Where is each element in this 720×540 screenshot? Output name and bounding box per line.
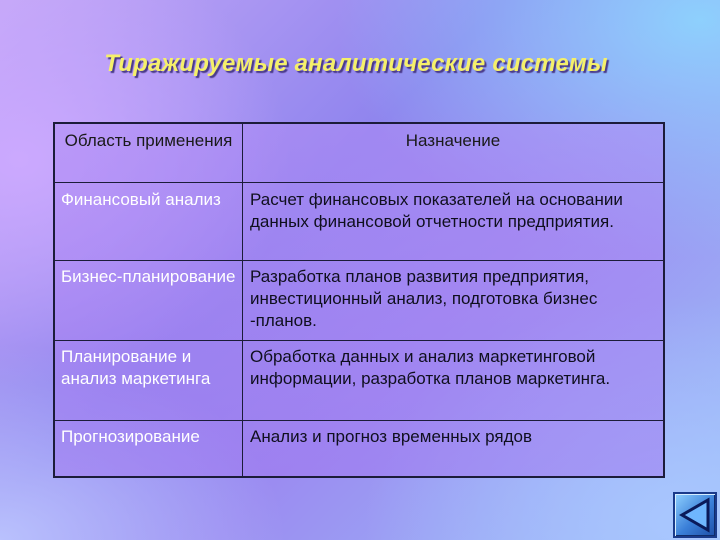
triangle-left-icon — [675, 494, 715, 536]
row-area: Планирование и анализ маркетинга — [61, 347, 211, 388]
row-purpose: Анализ и прогноз временных рядов — [250, 427, 532, 446]
row-area: Финансовый анализ — [61, 190, 221, 209]
column-divider — [242, 183, 243, 261]
table-row — [55, 260, 663, 341]
row-area: Прогнозирование — [61, 427, 200, 446]
row-purpose: Разработка планов развития предприятия, инвестиционный анализ, подготовка бизнес -планов. — [250, 267, 598, 330]
column-divider — [242, 261, 243, 341]
back-button[interactable] — [673, 492, 717, 538]
row-purpose: Расчет финансовых показателей на основании данных финансовой отчетности предприятия. — [250, 190, 623, 231]
row-area: Бизнес-планирование — [61, 267, 236, 286]
column-divider — [242, 421, 243, 477]
slide-title: Тиражируемые аналитические системы — [104, 50, 608, 77]
column-divider — [242, 341, 243, 421]
table-row — [55, 420, 663, 477]
header-purpose: Назначение — [405, 131, 501, 150]
systems-table — [53, 122, 665, 478]
table-row — [55, 182, 663, 261]
table-row — [55, 340, 663, 421]
table-header-row — [55, 124, 663, 182]
row-purpose: Обработка данных и анализ маркетинговой информации, разработка планов маркетинга. — [250, 347, 611, 388]
header-area: Область применения — [64, 131, 233, 150]
